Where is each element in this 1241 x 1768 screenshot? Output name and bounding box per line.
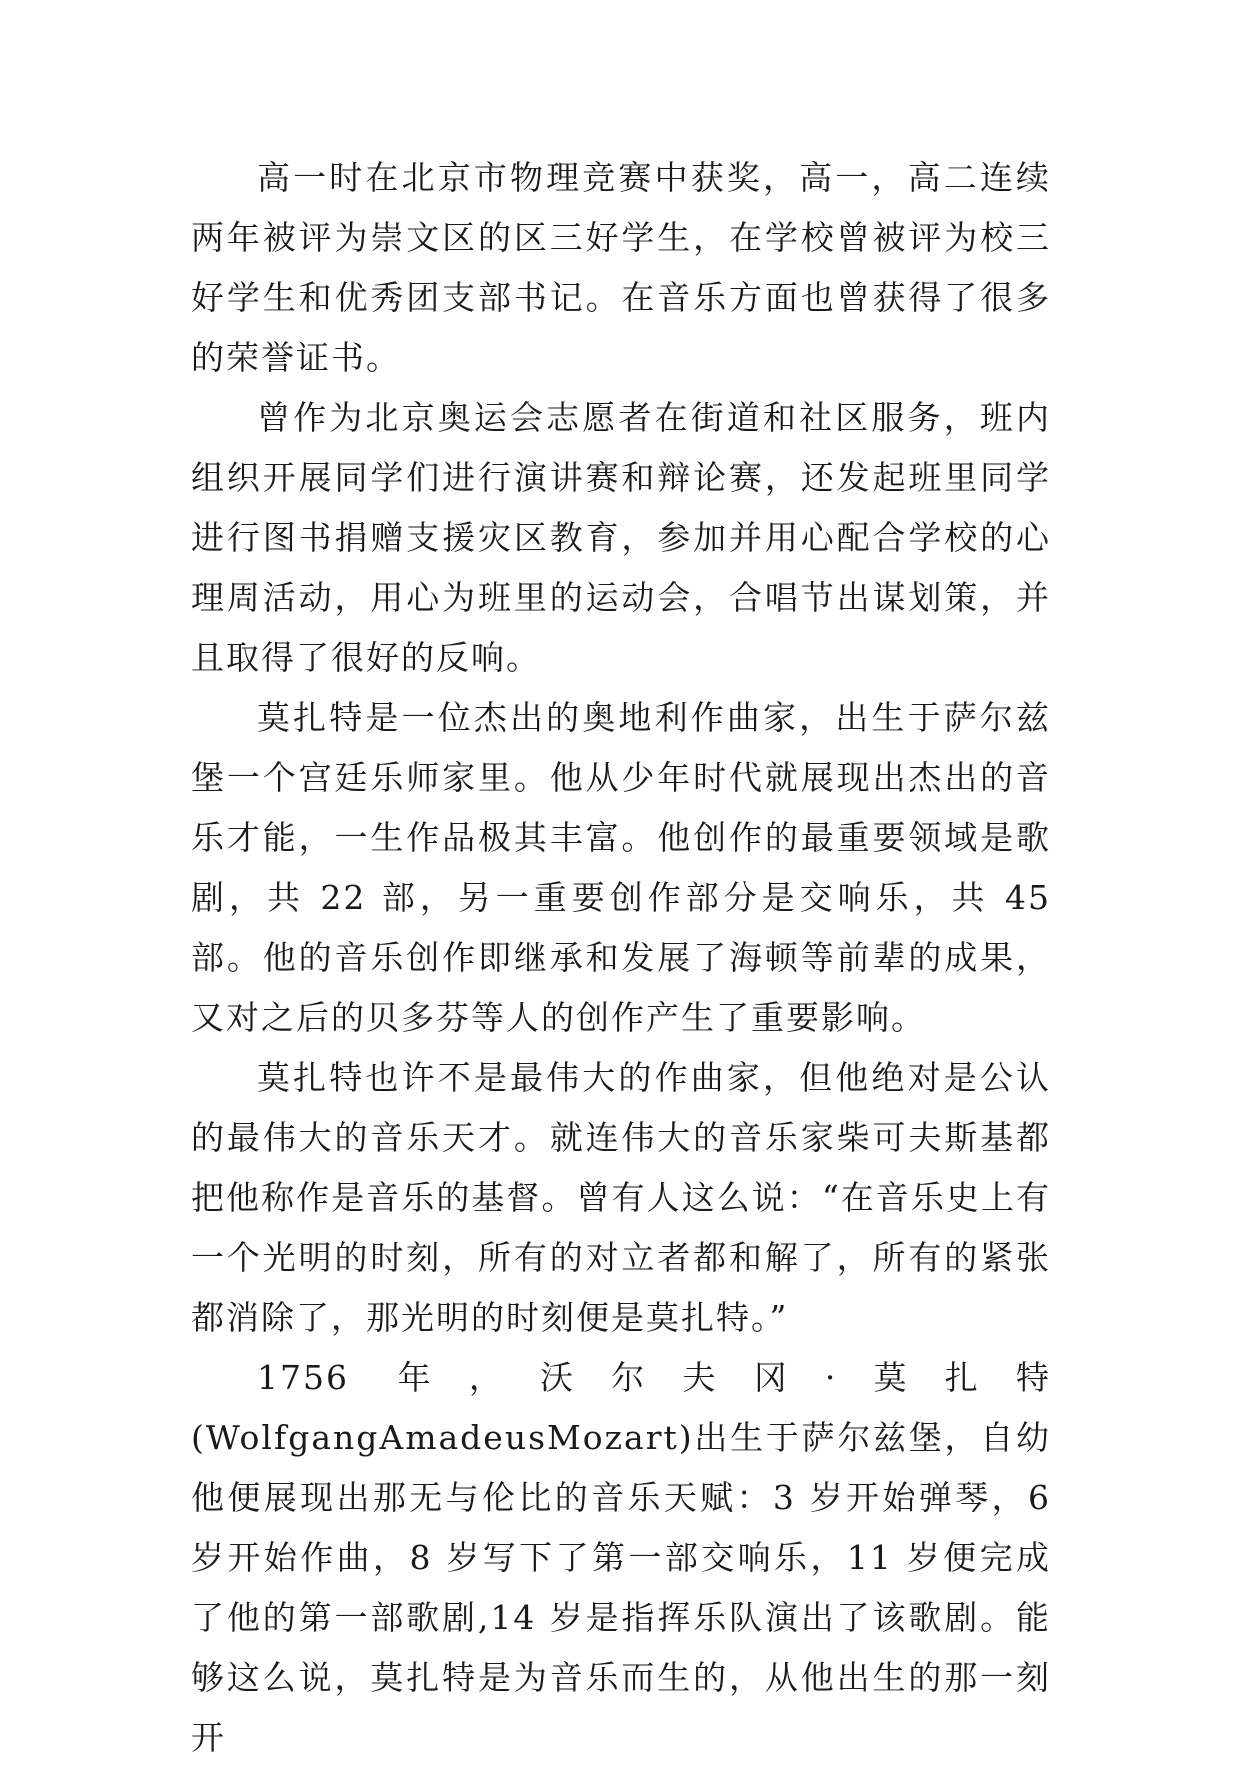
paragraph-mozart-birth: 1756 年，沃尔夫冈·莫扎特(WolfgangAmadeusMozart)出生于萨尔兹堡，自幼他便展现出那无与伦比的音乐天赋：3 岁开始弹琴，6 岁开始作曲，8 岁写下了第一部交响乐，11 岁便完成了他的第一部歌剧,14 岁是指挥乐队演出了该歌剧。能够这么说，莫扎特是为音乐而生的，从他出生的那一刻开 (191, 1358, 1051, 1757)
document-body (191, 148, 1051, 1768)
paragraph-mozart-genius: 莫扎特也许不是最伟大的作曲家，但他绝对是公认的最伟大的音乐天才。就连伟大的音乐家柴可夫斯基都把他称作是音乐的基督。曾有人这么说：“在音乐史上有一个光明的时刻，所有的对立者都和解了，所有的紧张都消除了，那光明的时刻便是莫扎特。” (191, 1058, 1051, 1337)
paragraph-mozart-intro: 莫扎特是一位杰出的奥地利作曲家，出生于萨尔兹堡一个宫廷乐师家里。他从少年时代就展现出杰出的音乐才能，一生作品极其丰富。他创作的最重要领域是歌剧，共 22 部，另一重要创作部分是交响乐，共 45 部。他的音乐创作即继承和发展了海顿等前辈的成果，又对之后的贝多芬等人的创作产生了重要影响。 (191, 698, 1051, 1037)
paragraph-volunteer: 曾作为北京奥运会志愿者在街道和社区服务，班内组织开展同学们进行演讲赛和辩论赛，还发起班里同学进行图书捐赠支援灾区教育，参加并用心配合学校的心理周活动，用心为班里的运动会，合唱节出谋划策，并且取得了很好的反响。 (191, 398, 1051, 677)
paragraph-honors: 高一时在北京市物理竞赛中获奖，高一，高二连续两年被评为崇文区的区三好学生，在学校曾被评为校三好学生和优秀团支部书记。在音乐方面也曾获得了很多的荣誉证书。 (191, 158, 1051, 377)
